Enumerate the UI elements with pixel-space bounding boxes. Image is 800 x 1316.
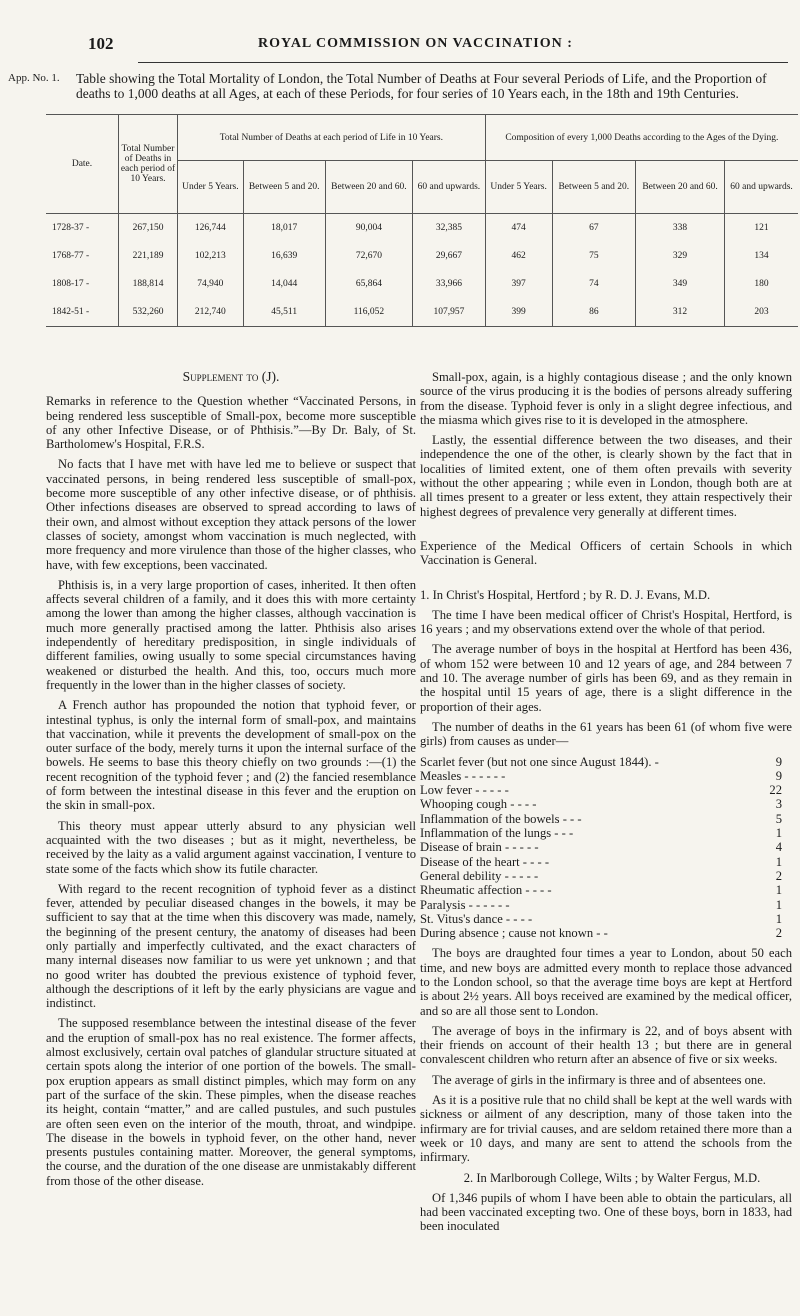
row-date: 1808-17 - — [52, 279, 90, 289]
paragraph: A French author has propounded the notion that typhoid fever, or intestinal typhus, is only the internal form of small-pox, and maintains that vaccination, while it prevents the development of small-pox on the outer surface of the body, merely turns it upon the internal surface of the bowels. He seems to base this theory chiefly on two grounds :—(1) the recent recognition of the typhoid fever ; and (2) the fancied resemblance of form between the intestinal disease in this fever and the eruption on the skin in small-pox. — [46, 698, 416, 813]
list-item: Disease of brain - - - - - 4 — [420, 840, 782, 855]
table-cell: 312 — [636, 298, 725, 327]
list-item: Measles - - - - - - 9 — [420, 768, 782, 783]
sub-header: 60 and upwards. — [413, 161, 486, 214]
table-cell: 267,150 — [119, 214, 178, 243]
table-cell: 221,189 — [119, 242, 178, 270]
table-cell: 338 — [636, 214, 725, 243]
supplement-heading: Supplement to (J). — [182, 369, 280, 384]
list-item: Inflammation of the lungs - - - 1 — [420, 826, 782, 841]
table-cell: 180 — [725, 270, 798, 298]
row-date: 1768-77 - — [52, 251, 90, 261]
list-item: Disease of the heart - - - - 1 — [420, 854, 782, 869]
table-cell: 33,966 — [413, 270, 486, 298]
mortality-table — [46, 114, 798, 327]
header-rule — [138, 62, 788, 63]
table-cell: 121 — [725, 214, 798, 243]
table-cell: 72,670 — [325, 242, 412, 270]
appendix-reference: App. No. 1. — [8, 72, 60, 84]
table-cell: 14,044 — [243, 270, 325, 298]
remarks-intro: Remarks in reference to the Question whether “Vaccinated Persons, in being rendered less susceptible of Small-pox, become more susceptible of any other Infective Disease, or of Phthisis.”—By Dr. Baly, of St. Bartholomew's Hospital, F.R.S. — [46, 394, 416, 452]
total-column-header: Total Number of Deaths in each period of 10 Years. — [119, 115, 178, 214]
deaths-group-header: Total Number of Deaths at each period of Life in 10 Years. — [178, 115, 486, 161]
list-item: Low fever - - - - - 22 — [420, 783, 782, 798]
date-column-header: Date. — [46, 115, 119, 214]
paragraph: The number of deaths in the 61 years has been 61 (of whom five were girls) from causes as under— — [420, 719, 792, 749]
table-cell: 86 — [552, 298, 635, 327]
table-cell: 188,814 — [119, 270, 178, 298]
table-caption: Table showing the Total Mortality of London, the Total Number of Deaths at Four several Periods of Life, and the Proportion of deaths to 1,000 deaths at all Ages, at each of these Periods, for four series of 10 Years each, in the 18th and 19th Centuries. — [76, 71, 767, 101]
sub-header: 60 and upwards. — [725, 161, 798, 214]
row-date: 1728-37 - — [52, 223, 90, 233]
table-cell: 349 — [636, 270, 725, 298]
sub-header: Between 5 and 20. — [552, 161, 635, 214]
table-cell: 397 — [485, 270, 552, 298]
table-cell: 329 — [636, 242, 725, 270]
table-cell: 399 — [485, 298, 552, 327]
table-cell: 474 — [485, 214, 552, 243]
causes-of-death-list — [420, 755, 792, 941]
paragraph: The average of boys in the infirmary is 22, and of boys absent with their friends on account of their health 13 ; but there are in general convalescent children who return after an absence of five or six weeks. — [420, 1023, 792, 1067]
sub-header: Under 5 Years. — [485, 161, 552, 214]
left-column — [46, 370, 416, 1194]
sub-header: Between 5 and 20. — [243, 161, 325, 214]
table-cell: 116,052 — [325, 298, 412, 327]
table-cell: 90,004 — [325, 214, 412, 243]
table-cell: 32,385 — [413, 214, 486, 243]
table-row — [46, 270, 798, 298]
table-cell: 532,260 — [119, 298, 178, 327]
paragraph: As it is a positive rule that no child shall be kept at the well wards with sickness or ailment of any description, many of those taken into the infirmary are for trivial causes, and are seldom retained there more than a week or 10 days, and many are sent to attend the schools from the infirmary. — [420, 1093, 792, 1165]
table-row — [46, 298, 798, 327]
sub-header: Between 20 and 60. — [636, 161, 725, 214]
list-item: General debility - - - - - 2 — [420, 868, 782, 883]
list-item: St. Vitus's dance - - - - 1 — [420, 911, 782, 926]
right-column — [420, 370, 792, 1240]
paragraph: No facts that I have met with have led me to believe or suspect that vaccinated persons, in being rendered less susceptible of small-pox, become more susceptible of any other infective disease, or of phthisis. Other infections diseases are observed to spread according to laws of their own, and almost without exception they attack persons of the lower classes of society, amongst whom vaccination is much neglected, with more frequency and more virulence than those of the higher classes, who have, with few exceptions, been vaccinated. — [46, 457, 416, 572]
table-cell: 74,940 — [178, 270, 244, 298]
sub-header: Under 5 Years. — [178, 161, 244, 214]
paragraph: With regard to the recent recognition of typhoid fever as a distinct fever, attended by peculiar diseased changes in the bowels, it may be sufficient to say that at the time when this discovery was made, namely, the beginning of the present century, the anatomy of diseases had been only partially and imperfectly cultivated, and the exact characters of many internal diseases now familiar to us were yet unknown ; and that no good writer has doubted the previous existence of typhoid fever, although the descriptions of it left by the early physicians are vague and indistinct. — [46, 881, 416, 1011]
table-cell: 462 — [485, 242, 552, 270]
composition-group-header: Composition of every 1,000 Deaths according to the Ages of the Dying. — [485, 115, 798, 161]
list-item: During absence ; cause not known - - 2 — [420, 926, 782, 941]
table-cell: 29,667 — [413, 242, 486, 270]
table-cell: 45,511 — [243, 298, 325, 327]
list-item: Paralysis - - - - - - 1 — [420, 897, 782, 912]
paragraph: The boys are draughted four times a year to London, about 50 each time, and new boys are admitted every month to replace those advanced to the London school, so that the average time boys are kept at Hertford is about 2½ years. All boys received are examined by the medical officer, and so are all those sent to London. — [420, 946, 792, 1018]
paragraph: The average number of boys in the hospital at Hertford has been 436, of whom 152 were between 10 and 12 years of age, and 284 between 7 and 10. The average number of girls has been 69, and as they remain in the hospital until 15 years of age, there is a slight difference in the proportion of their ages. — [420, 642, 792, 714]
table-cell: 18,017 — [243, 214, 325, 243]
subsection-heading-christs-hospital: 1. In Christ's Hospital, Hertford ; by R. D. J. Evans, M.D. — [420, 587, 711, 602]
paragraph: Small-pox, again, is a highly contagious disease ; and the only known source of the virus producing it is the bodies of persons already suffering from the disease. Typhoid fever is only in a slight degree infectious, and the miasma which gives rise to it is developed in the atmosphere. — [420, 370, 792, 427]
paragraph: Lastly, the essential difference between the two diseases, and their independence the one of the other, is clearly shown by the fact that in localities of limited extent, one of them often prevails with severity without the other appearing ; while even in London, though both are at all times present to a greater or less extent, they attain respectively their highest degrees of prevalence very generally at different times. — [420, 433, 792, 519]
list-item: Rheumatic affection - - - - 1 — [420, 883, 782, 898]
paragraph: The average of girls in the infirmary is three and of absentees one. — [432, 1072, 766, 1087]
table-cell: 134 — [725, 242, 798, 270]
section-heading: Experience of the Medical Officers of certain Schools in which Vaccination is General. — [420, 538, 792, 568]
table-cell: 16,639 — [243, 242, 325, 270]
paragraph: This theory must appear utterly absurd to any physician well acquainted with the two diseases ; but as it might, nevertheless, be received by the laity as a valid argument against vaccination, I venture to state some of the facts which show its futile character. — [46, 818, 416, 876]
table-cell: 65,864 — [325, 270, 412, 298]
table-cell: 67 — [552, 214, 635, 243]
table-cell: 107,957 — [413, 298, 486, 327]
table-cell: 102,213 — [178, 242, 244, 270]
running-title: ROYAL COMMISSION ON VACCINATION : — [258, 36, 573, 51]
list-item: Scarlet fever (but not one since August 1844). - 9 — [420, 754, 782, 769]
paragraph: The supposed resemblance between the intestinal disease of the fever and the eruption of small-pox has no real existence. The former affects, almost exclusively, certain oval patches of glandular structure situated at certain spots along the interior of one portion of the bowels. The small-pox eruption appears as small distinct pimples, which may form on any part of the surface of the skin. These pimples, when the disease reaches its height, contain “matter,” and are called pustules, and such pustules are often seen even on the interior of the mouth, throat, and windpipe. The disease in the bowels in typhoid fever, on the other hand, never presents pustules containing matter. Moreover, the general symptoms, the course, and the duration of the one disease are unmistakably different from those of the other disease. — [46, 1016, 416, 1188]
table-cell: 212,740 — [178, 298, 244, 327]
paragraph: Phthisis is, in a very large proportion of cases, inherited. It then often affects several children of a family, and it does this with more certainty among the lower than among the higher classes, although vaccination is much more generally practised among the latter. Phthisis also arises independently of hereditary predisposition, in single individuals of different families, owing usually to some special circumstances having weakened or disturbed the health. And this, too, occurs much more frequently in the lower than in the higher classes of society. — [46, 577, 416, 692]
paragraph: The time I have been medical officer of Christ's Hospital, Hertford, is 16 years ; and my observations extend over the whole of that period. — [420, 607, 792, 637]
list-item: Whooping cough - - - - 3 — [420, 797, 782, 812]
paragraph: Of 1,346 pupils of whom I have been able to obtain the particulars, all had been vaccinated excepting two. One of these boys, born in 1833, had been inoculated — [420, 1190, 792, 1234]
row-date: 1842-51 - — [46, 298, 119, 327]
table-cell: 203 — [725, 298, 798, 327]
table-row — [46, 242, 798, 270]
page-number: 102 — [88, 34, 114, 53]
sub-header: Between 20 and 60. — [325, 161, 412, 214]
subsection-heading-marlborough: 2. In Marlborough College, Wilts ; by Walter Fergus, M.D. — [463, 1170, 761, 1185]
table-cell: 126,744 — [178, 214, 244, 243]
table-row — [46, 214, 798, 243]
list-item: Inflammation of the bowels - - - 5 — [420, 811, 782, 826]
table-cell: 75 — [552, 242, 635, 270]
table-cell: 74 — [552, 270, 635, 298]
